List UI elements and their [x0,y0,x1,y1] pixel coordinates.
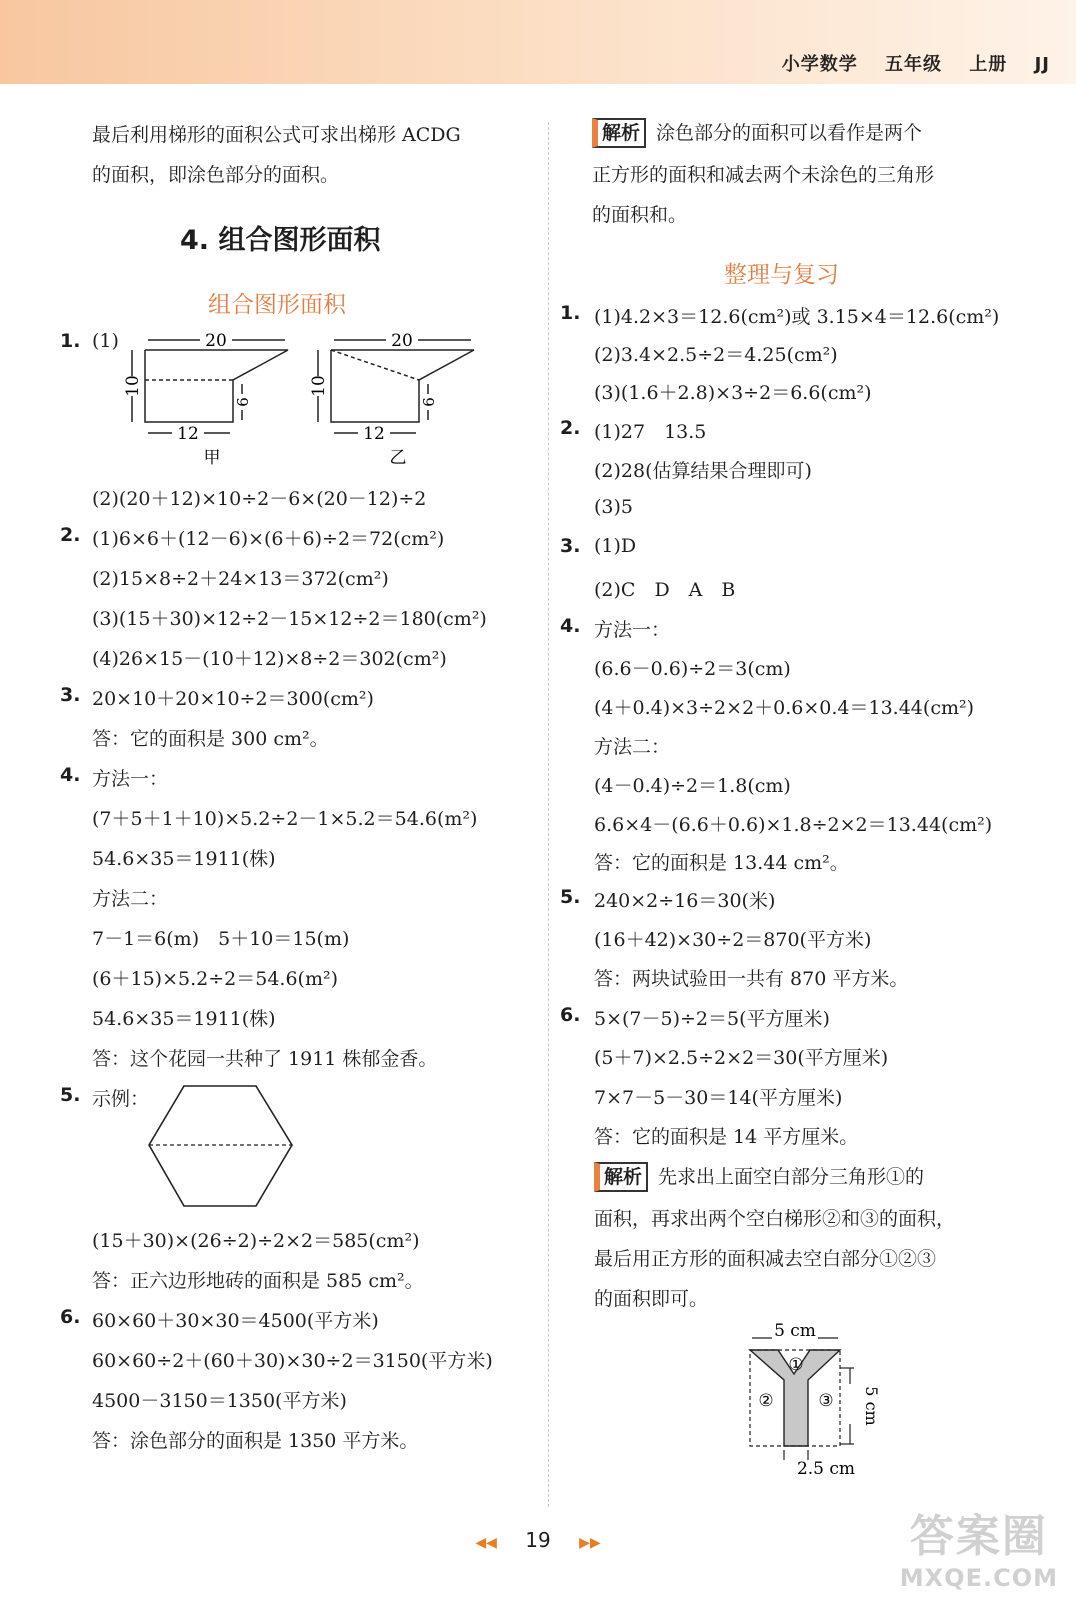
r4-number: 4. [560,615,581,637]
q4-line: (6＋15)×5.2÷2＝54.6(m²) [92,968,338,990]
q3-line: 20×10＋20×10÷2＝300(cm²) [92,688,374,710]
yi-caption: 乙 [389,448,407,468]
mark-3: ③ [818,1391,834,1411]
q3-line: 答：它的面积是 300 cm²。 [92,728,329,750]
jia-left-label: 10 [123,375,143,397]
yi-right-label: 6 [420,397,438,407]
intro-line-1: 最后利用梯形的面积公式可求出梯形 ACDG [92,124,461,146]
r6-line: 7×7－5－30＝14(平方厘米) [594,1087,843,1109]
q3-number: 3. [60,684,81,706]
q6-line: 60×60＋30×30＝4500(平方米) [92,1310,379,1332]
r1-number: 1. [560,302,581,324]
q4-line: 54.6×35＝1911(株) [92,1008,276,1030]
r5-line: (16＋42)×30÷2＝870(平方米) [594,929,872,951]
r4-line: (4－0.4)÷2＝1.8(cm) [594,775,791,797]
q4-line: 方法一： [92,768,169,790]
q4-line: 答：这个花园一共种了 1911 株郁金香。 [92,1048,438,1070]
volume-label: 上册 [969,54,1008,75]
q5-intro: 示例： [92,1088,150,1110]
figure-jia [120,328,300,470]
r4-line: 方法二： [594,736,671,758]
grade-label: 五年级 [885,54,943,75]
r2-line: (1)27 13.5 [594,421,707,443]
yi-top-label: 20 [391,331,413,351]
analysis2-line: 先求出上面空白部分三角形①的 [658,1166,925,1188]
q4-line: 54.6×35＝1911(株) [92,848,276,870]
q1-part1: (1) [92,330,119,352]
column-divider [548,122,549,1507]
q6-line: 4500－3150＝1350(平方米) [92,1390,347,1412]
q4-line: 方法二： [92,888,169,910]
watermark-url: MXQE.COM [899,1564,1058,1592]
q2-line: (2)15×8÷2＋24×13＝372(cm²) [92,568,389,590]
r3-line: (1)D [594,535,637,557]
y-side-label: 5 cm [862,1386,881,1426]
r2-number: 2. [560,417,581,439]
book-info [762,50,1050,76]
analysis-tag: 解析 [592,118,646,148]
hexagon-figure [146,1084,296,1214]
q2-line: (4)26×15－(10＋12)×8÷2＝302(cm²) [92,648,447,670]
q5-number: 5. [60,1084,81,1106]
q6-number: 6. [60,1306,81,1328]
r4-line: (4＋0.4)×3÷2×2＋0.6×0.4＝13.44(cm²) [594,697,975,719]
r6-number: 6. [560,1004,581,1026]
r3-line: (2)C D A B [594,579,736,601]
r4-line: 方法一： [594,619,671,641]
q6-line: 答：涂色部分的面积是 1350 平方米。 [92,1430,419,1452]
prev-arrows-icon: ◀◀ [475,1535,497,1551]
analysis2-line: 的面积即可。 [594,1288,709,1310]
r4-line: (6.6－0.6)÷2＝3(cm) [594,658,791,680]
analysis1-line: 涂色部分的面积可以看作是两个 [656,122,923,144]
jia-top-label: 20 [205,331,227,351]
mark-1: ① [788,1355,804,1375]
mark-2: ② [758,1391,774,1411]
sub-title: 组合图形面积 [208,292,346,318]
section-title: 4. 组合图形面积 [180,225,381,256]
jia-bottom-label: 12 [177,424,199,444]
page-number: 19 [525,1528,551,1552]
q4-line: (7＋5＋1＋10)×5.2÷2－1×5.2＝54.6(m²) [92,808,478,830]
page-header-band [0,0,1076,84]
watermark-title: 答案圈 [909,1511,1048,1562]
q4-number: 4. [60,764,81,786]
analysis-tag-2: 解析 [594,1162,648,1192]
q2-line: (1)6×6＋(12－6)×(6＋6)÷2＝72(cm²) [92,528,445,550]
y-shape-figure [738,1320,888,1478]
edition-label: JJ [1034,54,1050,75]
r2-line: (2)28(估算结果合理即可) [594,460,812,482]
q2-number: 2. [60,524,81,546]
jia-right-label: 6 [234,397,252,407]
q5-line: 答：正六边形地砖的面积是 585 cm²。 [92,1270,424,1292]
analysis1-line: 的面积和。 [592,204,688,226]
watermark [900,1500,1058,1592]
intro-line-2: 的面积，即涂色部分的面积。 [92,164,340,186]
r3-number: 3. [560,535,581,557]
r6-line: (5＋7)×2.5÷2×2＝30(平方厘米) [594,1047,889,1069]
r6-line: 5×(7－5)÷2＝5(平方厘米) [594,1008,830,1030]
q6-line: 60×60÷2＋(60＋30)×30÷2＝3150(平方米) [92,1350,493,1372]
yi-left-label: 10 [309,375,329,397]
analysis1-line: 正方形的面积和减去两个未涂色的三角形 [592,164,935,186]
r1-line: (2)3.4×2.5÷2＝4.25(cm²) [594,344,838,366]
q1-number: 1. [60,330,81,352]
review-title: 整理与复习 [724,262,839,288]
figure-yi [306,328,486,470]
q4-line: 7－1＝6(m) 5＋10＝15(m) [92,928,350,950]
subject-label: 小学数学 [781,54,858,75]
q1-part2: (2)(20＋12)×10÷2－6×(20－12)÷2 [92,488,427,510]
r5-line: 答：两块试验田一共有 870 平方米。 [594,968,909,990]
r5-line: 240×2÷16＝30(米) [594,890,776,912]
r5-number: 5. [560,886,581,908]
q5-line: (15＋30)×(26÷2)÷2×2＝585(cm²) [92,1230,420,1252]
y-bottom-label: 2.5 cm [796,1459,856,1478]
r2-line: (3)5 [594,496,634,518]
r4-line: 答：它的面积是 13.44 cm²。 [594,852,849,874]
y-top-label: 5 cm [774,1321,816,1341]
r1-line: (3)(1.6＋2.8)×3÷2＝6.6(cm²) [594,382,872,404]
jia-caption: 甲 [203,448,221,468]
analysis2-line: 最后用正方形的面积减去空白部分①②③ [594,1248,937,1270]
r1-line: (1)4.2×3＝12.6(cm²)或 3.15×4＝12.6(cm²) [594,306,1000,328]
analysis2-line: 面积，再求出两个空白梯形②和③的面积， [594,1208,956,1230]
q2-line: (3)(15＋30)×12÷2－15×12÷2＝180(cm²) [92,608,487,630]
r4-line: 6.6×4－(6.6＋0.6)×1.8÷2×2＝13.44(cm²) [594,814,993,836]
r6-line: 答：它的面积是 14 平方厘米。 [594,1126,859,1148]
next-arrows-icon: ▶▶ [579,1535,601,1551]
yi-bottom-label: 12 [363,424,385,444]
